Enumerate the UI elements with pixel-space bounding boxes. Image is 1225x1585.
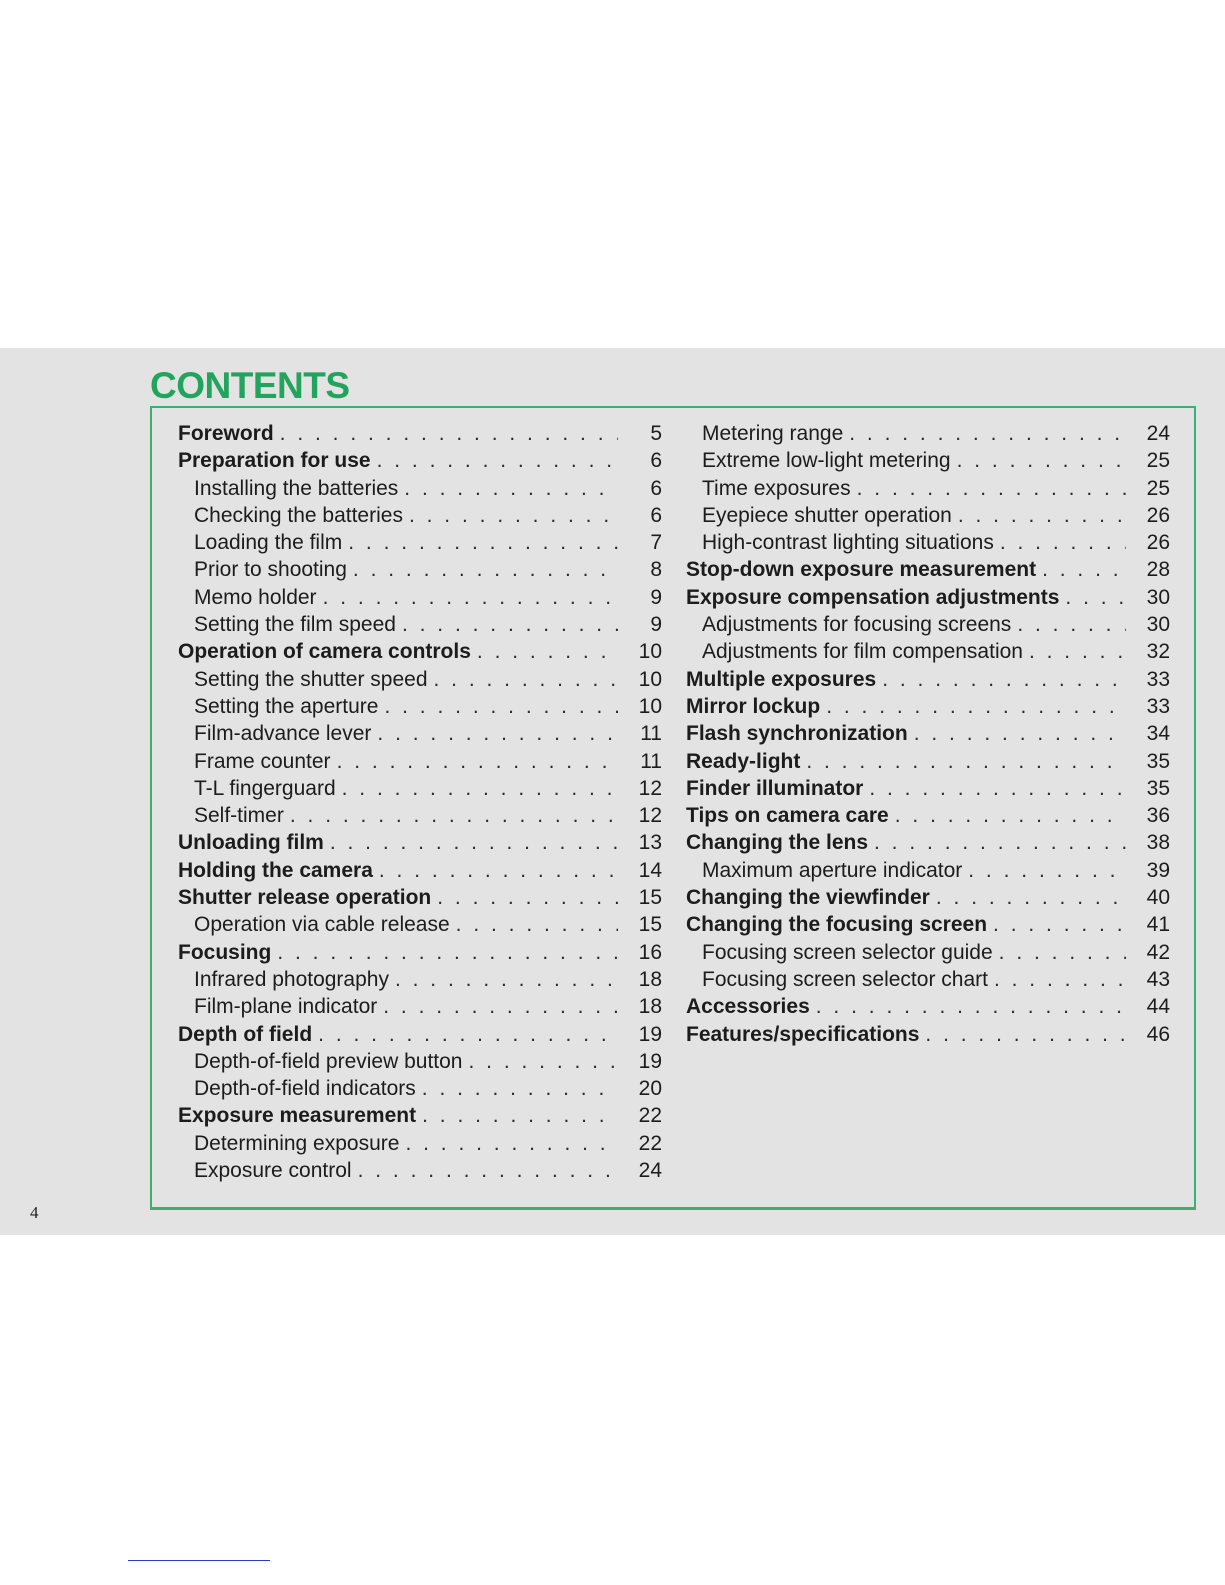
toc-entry-title: Flash synchronization: [686, 722, 908, 746]
toc-entry-title: Infrared photography: [194, 967, 389, 991]
toc-entry: [178, 529, 662, 556]
toc-entry-title: Exposure compensation adjustments: [686, 585, 1060, 609]
toc-entry-page: 40: [1146, 886, 1170, 910]
toc-entry-title: Changing the viewfinder: [686, 886, 930, 910]
toc-entry-page: 42: [1146, 940, 1170, 964]
toc-entry: [686, 720, 1170, 747]
toc-entry-title: Determining exposure: [194, 1131, 400, 1155]
toc-entry-page: 11: [640, 749, 662, 773]
toc-entry: [178, 1157, 662, 1184]
dot-leader: [395, 966, 618, 993]
toc-entry: [686, 1021, 1170, 1048]
toc-entry: [686, 884, 1170, 911]
toc-entry-title: Film-plane indicator: [194, 995, 378, 1019]
toc-entry-title: Memo holder: [194, 585, 317, 609]
dot-leader: [409, 502, 618, 529]
dot-leader: [1029, 638, 1126, 665]
toc-entry-page: 11: [640, 722, 662, 746]
toc-entry-page: 22: [638, 1104, 662, 1128]
toc-entry-title: Depth-of-field preview button: [194, 1049, 463, 1073]
toc-column-right: [686, 420, 1170, 1048]
toc-entry-title: Multiple exposures: [686, 667, 877, 691]
toc-entry-title: High-contrast lighting situations: [702, 531, 994, 555]
toc-entry: [178, 556, 662, 583]
toc-entry-page: 15: [638, 913, 662, 937]
dot-leader: [434, 666, 619, 693]
dot-leader: [882, 666, 1126, 693]
toc-entry-page: 25: [1146, 476, 1170, 500]
dot-leader: [816, 993, 1126, 1020]
dot-leader: [999, 939, 1126, 966]
toc-entry: [178, 775, 662, 802]
toc-entry: [686, 966, 1170, 993]
toc-entry-page: 14: [638, 858, 662, 882]
toc-entry-page: 34: [1146, 722, 1170, 746]
toc-entry-page: 15: [638, 886, 662, 910]
toc-entry: [178, 911, 662, 938]
dot-leader: [358, 1157, 618, 1184]
dot-leader: [1000, 529, 1126, 556]
toc-entry-title: Holding the camera: [178, 858, 373, 882]
toc-entry: [686, 584, 1170, 611]
toc-entry-title: Features/specifications: [686, 1022, 920, 1046]
toc-entry: [686, 802, 1170, 829]
toc-entry-title: Self-timer: [194, 804, 284, 828]
toc-entry-title: Preparation for use: [178, 449, 371, 473]
toc-entry-title: Maximum aperture indicator: [702, 858, 963, 882]
toc-entry-title: Metering range: [702, 422, 844, 445]
toc-entry-page: 20: [638, 1077, 662, 1101]
toc-entry: [686, 775, 1170, 802]
toc-entry: [686, 993, 1170, 1020]
toc-entry-page: 41: [1146, 913, 1170, 937]
toc-column-left: [178, 420, 662, 1184]
dot-leader: [1017, 611, 1126, 638]
toc-entry: [686, 502, 1170, 529]
toc-entry: [178, 966, 662, 993]
toc-entry-page: 9: [650, 585, 662, 609]
dot-leader: [405, 1130, 618, 1157]
dot-leader: [337, 748, 618, 775]
toc-entry: [686, 638, 1170, 665]
toc-entry: [686, 556, 1170, 583]
toc-entry-title: Loading the film: [194, 531, 343, 555]
toc-entry-page: 18: [638, 995, 662, 1019]
dot-leader: [468, 1048, 618, 1075]
toc-entry-title: Exposure control: [194, 1159, 352, 1183]
toc-entry-title: Exposure measurement: [178, 1104, 417, 1128]
toc-entry-title: Operation of camera controls: [178, 640, 471, 664]
dot-leader: [994, 966, 1126, 993]
toc-entry: [686, 420, 1170, 447]
dot-leader: [806, 748, 1126, 775]
toc-entry-title: Tips on camera care: [686, 804, 889, 828]
dot-leader: [477, 638, 618, 665]
dot-leader: [925, 1021, 1126, 1048]
toc-entry-title: Focusing screen selector guide: [702, 940, 993, 964]
dot-leader: [958, 502, 1126, 529]
dot-leader: [404, 475, 618, 502]
toc-entry-page: 19: [638, 1022, 662, 1046]
page-title: CONTENTS: [150, 365, 350, 406]
toc-entry: [686, 857, 1170, 884]
toc-entry-page: 12: [638, 804, 662, 828]
dot-leader: [377, 447, 618, 474]
dot-leader: [353, 556, 618, 583]
dot-leader: [936, 884, 1126, 911]
dot-leader: [437, 884, 618, 911]
toc-entry: [178, 475, 662, 502]
toc-entry-page: 24: [638, 1159, 662, 1183]
dot-leader: [874, 829, 1126, 856]
toc-entry-page: 24: [1146, 422, 1170, 445]
toc-entry-page: 16: [638, 940, 662, 964]
dot-leader: [277, 939, 618, 966]
toc-entry-page: 43: [1146, 967, 1170, 991]
toc-entry-title: Prior to shooting: [194, 558, 347, 582]
toc-entry: [178, 857, 662, 884]
dot-leader: [379, 857, 618, 884]
toc-entry-title: Ready-light: [686, 749, 801, 773]
dot-leader: [957, 447, 1126, 474]
toc-entry-title: Eyepiece shutter operation: [702, 503, 952, 527]
toc-entry: [178, 1130, 662, 1157]
toc-entry-title: Changing the lens: [686, 831, 869, 855]
toc-entry-page: 38: [1146, 831, 1170, 855]
dot-leader: [290, 802, 618, 829]
toc-entry-title: Film-advance lever: [194, 722, 372, 746]
toc-entry-page: 10: [638, 694, 662, 718]
toc-entry-title: Stop-down exposure measurement: [686, 558, 1037, 582]
toc-entry: [178, 693, 662, 720]
toc-entry-title: Depth-of-field indicators: [194, 1077, 416, 1101]
toc-entry-page: 9: [650, 613, 662, 637]
toc-entry-page: 6: [650, 476, 662, 500]
toc-entry-page: 6: [650, 503, 662, 527]
dot-leader: [323, 584, 618, 611]
toc-entry: [178, 1102, 662, 1129]
toc-entry: [686, 939, 1170, 966]
toc-entry-title: Operation via cable release: [194, 913, 450, 937]
toc-entry-title: Setting the shutter speed: [194, 667, 428, 691]
toc-entry: [178, 584, 662, 611]
toc-entry: [686, 611, 1170, 638]
toc-entry: [178, 1048, 662, 1075]
toc-entry-page: 10: [638, 667, 662, 691]
toc-entry-page: 10: [638, 640, 662, 664]
toc-entry-page: 39: [1146, 858, 1170, 882]
page-number: 4: [30, 1203, 39, 1222]
dot-leader: [1042, 556, 1126, 583]
toc-entry-page: 35: [1146, 776, 1170, 800]
toc-entry-title: Frame counter: [194, 749, 331, 773]
toc-entry: [686, 748, 1170, 775]
dot-leader: [849, 420, 1126, 447]
toc-entry-page: 26: [1146, 531, 1170, 555]
dot-leader: [869, 775, 1126, 802]
dot-leader: [422, 1075, 618, 1102]
dot-leader: [383, 993, 618, 1020]
toc-entry: [686, 911, 1170, 938]
toc-entry: [686, 693, 1170, 720]
toc-entry: [178, 1075, 662, 1102]
toc-entry-page: 46: [1146, 1022, 1170, 1046]
toc-entry: [178, 638, 662, 665]
toc-entry: [686, 447, 1170, 474]
toc-entry-page: 33: [1146, 667, 1170, 691]
dot-leader: [377, 720, 618, 747]
toc-entry: [178, 1021, 662, 1048]
dot-leader: [914, 720, 1126, 747]
toc-entry-title: Checking the batteries: [194, 503, 403, 527]
toc-entry-page: 36: [1146, 804, 1170, 828]
dot-leader: [895, 802, 1126, 829]
toc-entry: [178, 748, 662, 775]
toc-entry-page: 32: [1146, 640, 1170, 664]
toc-entry-page: 30: [1146, 585, 1170, 609]
toc-entry-page: 7: [650, 531, 662, 555]
toc-entry: [178, 420, 662, 447]
dot-leader: [1065, 584, 1126, 611]
toc-entry-title: Accessories: [686, 995, 810, 1019]
dot-leader: [456, 911, 618, 938]
dot-leader: [318, 1021, 618, 1048]
dot-leader: [342, 775, 618, 802]
dot-leader: [348, 529, 618, 556]
toc-entry-title: Adjustments for focusing screens: [702, 613, 1012, 637]
toc-entry: [178, 447, 662, 474]
toc-entry-title: Setting the aperture: [194, 694, 379, 718]
toc-entry: [178, 720, 662, 747]
dot-leader: [384, 693, 618, 720]
toc-entry-page: 6: [650, 449, 662, 473]
toc-entry: [178, 884, 662, 911]
toc-entry-page: 44: [1146, 995, 1170, 1019]
toc-entry-title: Unloading film: [178, 831, 324, 855]
toc-entry-page: 35: [1146, 749, 1170, 773]
toc-entry-page: 30: [1146, 613, 1170, 637]
toc-entry-page: 33: [1146, 694, 1170, 718]
toc-entry-title: Adjustments for film compensation: [702, 640, 1023, 664]
dot-leader: [826, 693, 1126, 720]
toc-entry-title: Changing the focusing screen: [686, 913, 988, 937]
toc-entry-title: Installing the batteries: [194, 476, 399, 500]
toc-entry-page: 28: [1146, 558, 1170, 582]
dot-leader: [280, 420, 618, 447]
toc-entry: [178, 993, 662, 1020]
toc-entry-page: 12: [638, 776, 662, 800]
toc-entry-title: T-L fingerguard: [194, 776, 336, 800]
toc-entry-title: Extreme low-light metering: [702, 449, 951, 473]
toc-entry-title: Focusing screen selector chart: [702, 967, 988, 991]
toc-entry-page: 26: [1146, 503, 1170, 527]
toc-entry: [686, 475, 1170, 502]
dot-leader: [968, 857, 1126, 884]
dot-leader: [993, 911, 1126, 938]
bottom-rule: [128, 1560, 270, 1561]
dot-leader: [402, 611, 618, 638]
toc-entry-page: 19: [638, 1049, 662, 1073]
toc-entry-title: Finder illuminator: [686, 776, 864, 800]
toc-entry-title: Setting the film speed: [194, 613, 396, 637]
toc-entry-page: 13: [638, 831, 662, 855]
toc-entry: [178, 939, 662, 966]
toc-entry-page: 25: [1146, 449, 1170, 473]
toc-entry-title: Shutter release operation: [178, 886, 432, 910]
toc-entry-title: Time exposures: [702, 476, 851, 500]
toc-entry: [178, 802, 662, 829]
toc-entry: [178, 611, 662, 638]
toc-entry: [686, 666, 1170, 693]
toc-entry-page: 5: [650, 422, 662, 445]
toc-entry-page: 8: [650, 558, 662, 582]
dot-leader: [422, 1102, 618, 1129]
toc-entry: [178, 829, 662, 856]
toc-entry-title: Mirror lockup: [686, 694, 821, 718]
toc-entry: [178, 502, 662, 529]
dot-leader: [330, 829, 618, 856]
toc-entry-title: Focusing: [178, 940, 272, 964]
toc-entry-title: Depth of field: [178, 1022, 313, 1046]
toc-entry: [686, 829, 1170, 856]
toc-entry-title: Foreword: [178, 422, 274, 445]
dot-leader: [857, 475, 1126, 502]
toc-entry-page: 18: [638, 967, 662, 991]
toc-entry: [686, 529, 1170, 556]
toc-entry-page: 22: [638, 1131, 662, 1155]
toc-entry: [178, 666, 662, 693]
